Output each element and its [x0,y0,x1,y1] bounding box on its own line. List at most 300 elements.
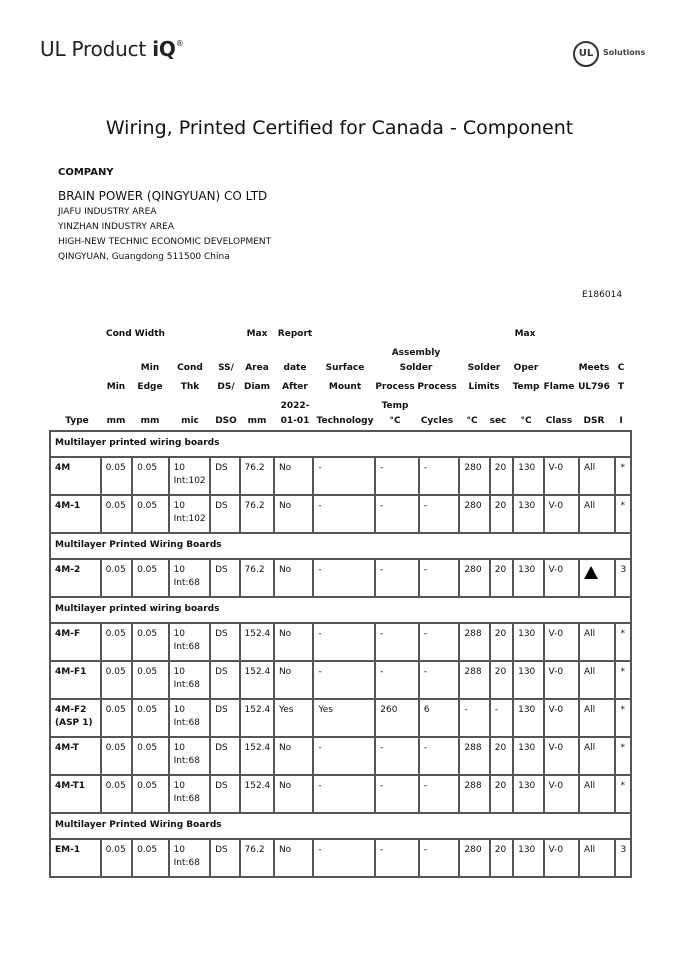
cell-edge-value: 0.05 [137,781,158,791]
cell-surface-value: - [318,565,322,575]
cell-thk-internal: Int:68 [173,680,200,690]
cell-temp-value: - [380,501,384,511]
header-solder: Solder [399,363,433,373]
cell-thk-value: 10 [173,501,186,511]
cell-edge-value: 0.05 [137,667,158,677]
header-unit-diam: mm [247,416,267,426]
cell-ss-value: DS [215,463,228,473]
address-line: JIAFU INDUSTRY AREA [58,207,157,217]
cell-flame-value: V-0 [548,463,564,473]
cell-surface [313,623,375,661]
cell-ci-value: 3 [620,845,627,855]
header-c: C [617,363,625,373]
cell-flame [544,559,579,597]
cell-ss-value: DS [215,781,228,791]
cell-min [101,661,132,699]
cell-temp [375,737,419,775]
header-process-2: Process [417,382,457,392]
cell-edge-value: 0.05 [137,463,158,473]
cell-type [50,559,101,597]
cell-temp [375,623,419,661]
cell-surface-value: - [318,501,322,511]
header-min-edge-2: Edge [137,382,163,392]
cell-dsr-value: All [583,629,596,639]
header-cond-thk-2: Thk [180,382,200,392]
cell-temp-value: - [380,629,384,639]
cell-min [101,495,132,533]
cell-type-suffix: (ASP 1) [55,718,93,728]
cell-sec [490,559,513,597]
cell-flame [544,699,579,737]
header-cond-thk-1: Cond [177,363,203,373]
cell-area [240,699,274,737]
cell-after [274,457,314,495]
cell-ss-value: DS [215,565,228,575]
ul-logo-icon: UL [573,41,599,67]
table-row [50,699,631,737]
cell-ci-value: * [620,501,625,511]
cell-thk-value: 10 [173,781,186,791]
header-after: After [282,382,308,392]
cell-sec-value: 20 [494,463,507,473]
cell-slim-value: 288 [464,743,482,753]
cell-cycles-value: - [423,565,428,575]
cell-surface [313,661,375,699]
cell-slim [459,495,489,533]
cell-dsr-value: All [583,743,596,753]
cell-ss-value: DS [215,845,228,855]
cell-after [274,699,314,737]
cell-dsr [579,457,615,495]
cell-cycles [419,737,460,775]
cell-surface [313,839,375,877]
cell-surface-value: - [318,845,322,855]
file-number: E186014 [582,290,623,300]
cell-edge-value: 0.05 [137,629,158,639]
cell-slim [459,457,489,495]
cell-after [274,623,314,661]
cell-type [50,457,101,495]
cell-flame [544,623,579,661]
header-flame: Flame [543,382,575,392]
cell-cycles-value: - [423,845,428,855]
cell-after-value: No [278,463,292,473]
cell-ci-value: * [620,705,625,715]
cell-thk [169,737,211,775]
cell-ss-value: DS [215,743,228,753]
cell-slim-value: 288 [464,629,482,639]
cell-edge-value: 0.05 [137,845,158,855]
cell-after [274,737,314,775]
cell-oper [513,839,543,877]
cell-slim [459,699,489,737]
page-title: Wiring, Printed Certified for Canada - Component [105,117,574,139]
cell-surface-value: - [318,629,322,639]
cell-cycles-value: - [423,463,428,473]
cell-slim [459,839,489,877]
cell-type [50,775,101,813]
cell-after-value: Yes [278,705,294,715]
header-cond-width: Cond Width [106,329,165,339]
cell-temp-value: 260 [380,705,398,715]
triangle-icon [584,566,598,579]
header-date-2022: 2022- [280,401,310,411]
brand-prefix: UL Product [40,37,153,61]
cell-oper [513,559,543,597]
cell-min-value: 0.05 [105,565,126,575]
cell-ss [210,699,239,737]
cell-thk [169,775,211,813]
cell-type-value: 4M-F2 [55,705,87,715]
cell-temp-value: - [380,565,384,575]
cell-ci [615,699,631,737]
address-line: QINGYUAN, Guangdong 511500 China [58,252,230,262]
header-unit-min: mm [106,416,126,426]
cell-dsr [579,623,615,661]
cell-min [101,699,132,737]
cell-type-value: EM-1 [55,845,81,855]
cell-slim [459,559,489,597]
cell-temp-value: - [380,845,384,855]
cell-min-value: 0.05 [105,667,126,677]
cell-cycles [419,661,460,699]
cell-cycles-value: - [423,501,428,511]
section-title: Multilayer printed wiring boards [50,431,631,457]
header-temp-label: Temp [381,401,409,411]
cell-temp [375,775,419,813]
cell-area-value: 152.4 [244,667,271,677]
cell-oper-value: 130 [518,705,536,715]
cell-ss [210,839,239,877]
address-line: HIGH-NEW TECHNIC ECONOMIC DEVELOPMENT [58,237,272,247]
cell-slim-value: 288 [464,781,482,791]
header-unit-edge: mm [140,416,160,426]
cell-flame-value: V-0 [548,705,564,715]
section-title: Multilayer Printed Wiring Boards [50,533,631,559]
cell-surface [313,559,375,597]
cell-thk-internal: Int:68 [173,718,200,728]
cell-flame-value: V-0 [548,781,564,791]
cell-after-value: No [278,743,292,753]
cell-dsr-value: All [583,501,596,511]
cell-ci [615,495,631,533]
cell-area [240,775,274,813]
cell-thk-value: 10 [173,743,186,753]
cell-sec [490,661,513,699]
cell-edge [132,839,168,877]
header-limits: Limits [468,382,500,392]
cell-area-value: 76.2 [244,501,265,511]
header-unit-oper-c: °C [520,416,532,426]
cell-temp [375,457,419,495]
cell-sec-value: - [494,705,499,715]
cell-area-value: 152.4 [244,629,271,639]
cell-after [274,495,314,533]
header-diam: Diam [243,382,270,392]
cell-type-value: 4M-2 [55,565,81,575]
header-ds: DS/ [217,382,235,392]
cell-flame-value: V-0 [548,629,564,639]
cell-after-value: No [278,565,292,575]
cell-after-value: No [278,845,292,855]
table-row [50,839,631,877]
logo-text: Solutions [603,48,646,57]
cell-edge [132,457,168,495]
cell-dsr [579,737,615,775]
cell-surface-value: - [318,781,322,791]
cell-ci-value: * [620,781,625,791]
cell-dsr-value: All [583,667,596,677]
cell-after-value: No [278,781,292,791]
cell-area-value: 152.4 [244,781,271,791]
cell-edge [132,737,168,775]
cell-flame-value: V-0 [548,667,564,677]
cell-type-value: 4M-F1 [55,667,87,677]
cell-edge [132,699,168,737]
cell-surface-value: - [318,667,322,677]
cell-ci-value: * [620,667,625,677]
cell-thk-value: 10 [173,705,186,715]
cell-ss-value: DS [215,667,228,677]
cell-temp-value: - [380,667,384,677]
cell-min-value: 0.05 [105,705,126,715]
cell-thk-internal: Int:68 [173,858,200,868]
cell-surface [313,737,375,775]
cell-type [50,699,101,737]
cell-dsr [579,495,615,533]
cell-thk [169,457,211,495]
header-temp: Temp [512,382,540,392]
cell-oper-value: 130 [518,781,536,791]
cell-area-value: 76.2 [244,845,265,855]
cell-ss [210,495,239,533]
cell-ss [210,737,239,775]
cell-dsr [579,699,615,737]
cell-area-value: 152.4 [244,743,271,753]
cell-ci-value: 3 [620,565,627,575]
cell-sec-value: 20 [494,667,507,677]
header-process-1: Process [375,382,415,392]
cell-type [50,737,101,775]
cell-min-value: 0.05 [105,463,126,473]
header-oper-1: Oper [513,363,539,373]
cell-flame [544,495,579,533]
cell-after [274,775,314,813]
cell-oper-value: 130 [518,501,536,511]
cell-oper-value: 130 [518,565,536,575]
cell-area [240,737,274,775]
cell-area [240,623,274,661]
cell-surface [313,457,375,495]
cell-after-value: No [278,667,292,677]
header-technology: Technology [316,416,374,426]
cell-edge [132,623,168,661]
cell-flame-value: V-0 [548,743,564,753]
cell-cycles-value: - [423,743,428,753]
cell-cycles [419,699,460,737]
cell-flame [544,661,579,699]
cell-oper [513,775,543,813]
cell-surface [313,699,375,737]
cell-slim-value: 280 [464,845,482,855]
cell-type [50,495,101,533]
table-row [50,495,631,533]
cell-min-value: 0.05 [105,629,126,639]
cell-temp-value: - [380,463,384,473]
cell-type [50,839,101,877]
cell-area [240,495,274,533]
cell-flame [544,737,579,775]
cell-dsr [579,839,615,877]
cell-ci [615,623,631,661]
cell-cycles [419,457,460,495]
cell-ss-value: DS [215,629,228,639]
cell-edge [132,775,168,813]
header-min-edge-1: Min [140,363,160,373]
header-max-oper: Max [514,329,536,339]
header-area-1: Area [245,363,269,373]
header-class: Class [545,416,573,426]
header-sec: sec [489,416,507,426]
cell-slim-value: 280 [464,501,482,511]
cell-thk-internal: Int:68 [173,756,200,766]
header-cycles: Cycles [420,416,454,426]
cell-slim-value: 280 [464,463,482,473]
cell-oper [513,699,543,737]
header-min: Min [106,382,126,392]
company-name: BRAIN POWER (QINGYUAN) CO LTD [58,189,268,203]
cell-surface-value: Yes [318,705,333,715]
header-date-0101: 01-01 [280,416,310,426]
cell-temp [375,661,419,699]
section-title: Multilayer Printed Wiring Boards [50,813,631,839]
cell-min [101,457,132,495]
table-row [50,661,631,699]
cell-dsr-value: All [583,781,596,791]
cell-slim-value: 288 [464,667,482,677]
cell-ss [210,775,239,813]
cell-dsr-value: All [583,463,596,473]
cell-min-value: 0.05 [105,743,126,753]
cell-type-value: 4M-T1 [55,781,86,791]
cell-edge [132,559,168,597]
cell-cycles [419,495,460,533]
ul-solutions-logo [573,41,646,67]
table-row [50,457,631,495]
cell-thk-value: 10 [173,463,186,473]
section-title: Multilayer printed wiring boards [50,597,631,623]
cell-ci [615,775,631,813]
table-row [50,559,631,597]
cell-type [50,623,101,661]
cell-cycles [419,775,460,813]
header-date-1: date [283,363,307,373]
cell-type [50,661,101,699]
cell-min [101,559,132,597]
cell-cycles-value: 6 [423,705,430,715]
cell-slim [459,775,489,813]
cell-oper [513,457,543,495]
cell-area-value: 152.4 [244,705,271,715]
cell-type-value: 4M-T [55,743,79,753]
cell-ss-value: DS [215,501,228,511]
header-surface-1: Surface [325,363,365,373]
header-solder-limits-1: Solder [467,363,501,373]
cell-sec [490,457,513,495]
cell-sec-value: 20 [494,501,507,511]
wiring-board-table [49,430,632,878]
header-dsr: DSR [583,416,605,426]
cell-flame-value: V-0 [548,565,564,575]
cell-oper [513,623,543,661]
cell-temp [375,839,419,877]
cell-temp-value: - [380,743,384,753]
cell-after [274,839,314,877]
cell-thk [169,559,211,597]
cell-oper-value: 130 [518,845,536,855]
cell-slim [459,737,489,775]
cell-area [240,559,274,597]
table-row [50,737,631,775]
header-assembly: Assembly [391,348,441,358]
cell-type-value: 4M-1 [55,501,81,511]
cell-thk [169,495,211,533]
cell-sec [490,495,513,533]
section-row [50,431,631,457]
cell-cycles [419,623,460,661]
cell-slim-value: 280 [464,565,482,575]
cell-type-value: 4M [55,463,71,473]
cell-ci-value: * [620,743,625,753]
cell-sec [490,839,513,877]
cell-area-value: 76.2 [244,463,265,473]
cell-cycles-value: - [423,667,428,677]
cell-min-value: 0.05 [105,781,126,791]
header-i: I [619,416,623,426]
cell-min-value: 0.05 [105,845,126,855]
cell-thk [169,839,211,877]
section-row [50,813,631,839]
cell-flame [544,839,579,877]
cell-dsr [579,559,615,597]
header-type: Type [65,416,89,426]
cell-ci [615,839,631,877]
cell-dsr-value: All [583,845,596,855]
cell-ss [210,623,239,661]
cell-thk-internal: Int:68 [173,794,200,804]
cell-sec-value: 20 [494,629,507,639]
cell-surface-value: - [318,743,322,753]
cell-flame-value: V-0 [548,845,564,855]
cell-thk-value: 10 [173,565,186,575]
cell-sec-value: 20 [494,781,507,791]
cell-oper [513,737,543,775]
header-max: Max [246,329,268,339]
cell-cycles-value: - [423,781,428,791]
cell-thk [169,661,211,699]
cell-sec [490,699,513,737]
cell-area [240,839,274,877]
cell-thk [169,623,211,661]
cell-flame [544,457,579,495]
cell-surface [313,495,375,533]
cell-thk-internal: Int:68 [173,578,200,588]
cell-ci [615,559,631,597]
cell-oper [513,495,543,533]
header-unit-thk: mic [181,416,199,426]
header-unit-limit-c: °C [466,416,478,426]
cell-cycles-value: - [423,629,428,639]
